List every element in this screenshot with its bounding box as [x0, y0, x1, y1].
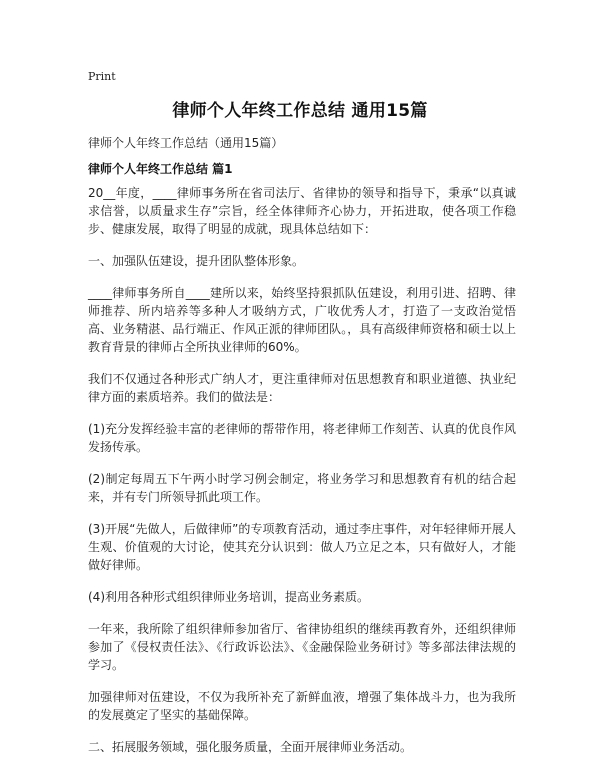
section-heading: 律师个人年终工作总结 篇1 [88, 162, 233, 176]
print-label: Print [88, 70, 116, 83]
document-subtitle: 律师个人年终工作总结（通用15篇） [88, 136, 284, 150]
paragraph: (1)充分发挥经验丰富的老律师的帮带作用，将老律师工作刻苦、认真的优良作风发扬传承。 [88, 422, 516, 454]
document-title: 律师个人年终工作总结 通用15篇 [172, 101, 428, 121]
paragraph: (3)开展“先做人，后做律师”的专项教育活动，通过李庄事件，对年轻律师开展人生观、价值观的大讨论，使其充分认识到：做人乃立足之本，只有做好人，才能做好律师。 [88, 522, 516, 572]
paragraph: ____律师事务所自____建所以来，始终坚持狠抓队伍建设，利用引进、招聘、律师推荐、所内培养等多种人才吸纳方式，广收优秀人才，打造了一支政治觉悟高、业务精湛、品行端正、作风正派的律师团队。，具有高级律师资格和硕士以上教育背景的律师占全所执业律师的60%。 [88, 286, 516, 354]
paragraph: 20__年度，____律师事务所在省司法厅、省律协的领导和指导下，秉承“以真诚求信誉，以质量求生存”宗旨，经全体律师齐心协力，开拓进取，使各项工作稳步、健康发展，取得了明显的成就，现具体总结如下： [88, 186, 516, 236]
document-body [88, 184, 516, 770]
paragraph: (4)利用各种形式组织律师业务培训，提高业务素质。 [88, 590, 370, 604]
paragraph: (2)制定每周五下午两小时学习例会制定，将业务学习和思想教育有机的结合起来，并有专门所领导抓此项工作。 [88, 472, 516, 504]
paragraph: 加强律师对伍建设，不仅为我所补充了新鲜血液，增强了集体战斗力，也为我所的发展奠定了坚实的基础保障。 [88, 690, 516, 722]
paragraph: 二、拓展服务领域，强化服务质量，全面开展律师业务活动。 [88, 740, 413, 754]
paragraph: 一、加强队伍建设，提升团队整体形象。 [88, 254, 305, 268]
paragraph: 我们不仅通过各种形式广纳人才，更注重律师对伍思想教育和职业道德、执业纪律方面的素质培养。我们的做法是： [88, 372, 516, 404]
paragraph: 一年来，我所除了组织律师参加省厅、省律协组织的继续再教育外，还组织律师参加了《侵权责任法》、《行政诉讼法》、《金融保险业务研讨》等多部法律法规的学习。 [88, 622, 516, 672]
